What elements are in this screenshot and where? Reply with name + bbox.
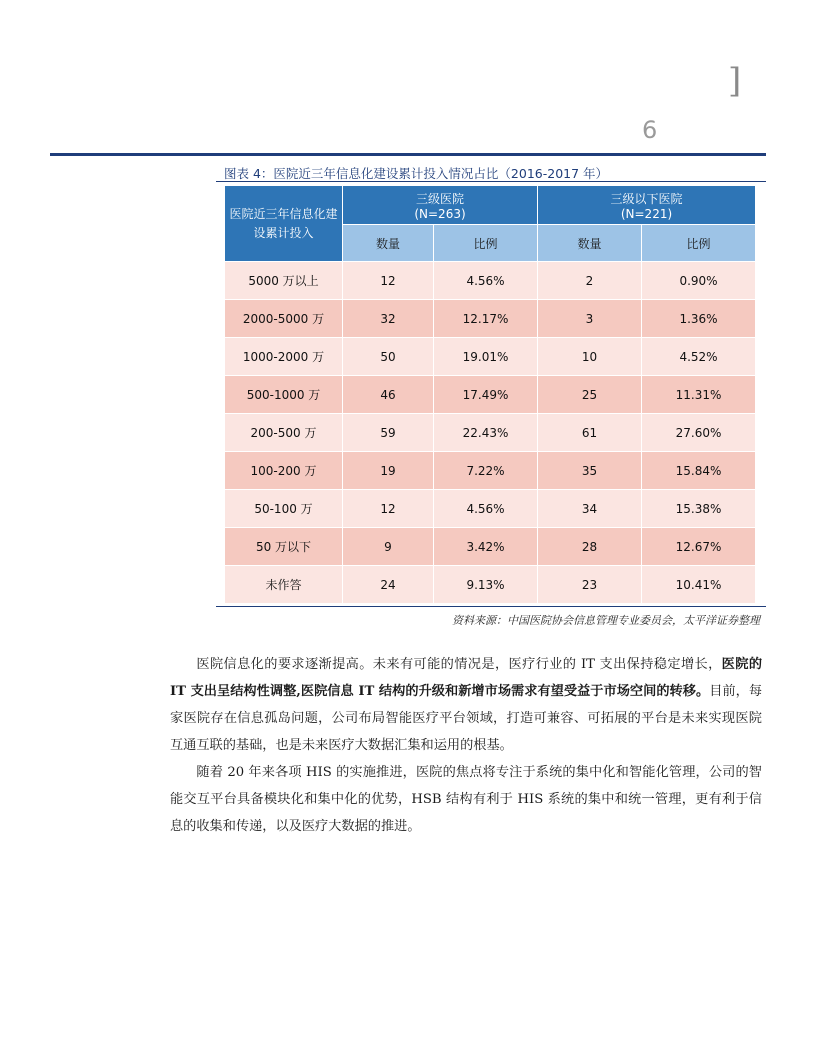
investment-table [224,185,756,604]
tertiary-ratio-cell: 4.56% [434,262,537,299]
range-cell: 未作答 [225,566,342,603]
range-cell: 50-100 万 [225,490,342,527]
tertiary-ratio-cell: 7.22% [434,452,537,489]
secondary-count-cell: 2 [538,262,641,299]
table-row [225,414,755,451]
group-header-tertiary [343,186,537,224]
secondary-ratio-cell: 15.38% [642,490,755,527]
subheader-count: 数量 [538,225,641,261]
secondary-ratio-cell: 15.84% [642,452,755,489]
secondary-count-cell: 25 [538,376,641,413]
secondary-ratio-cell: 4.52% [642,338,755,375]
tertiary-count-cell: 46 [343,376,433,413]
tertiary-count-cell: 12 [343,490,433,527]
secondary-count-cell: 61 [538,414,641,451]
subheader-count: 数量 [343,225,433,261]
row-header-cell: 医院近三年信息化建设累计投入 [225,186,342,261]
body-paragraph-2 [170,759,762,840]
tertiary-count-cell: 32 [343,300,433,337]
page-number: 6 [642,116,658,144]
tertiary-ratio-cell: 3.42% [434,528,537,565]
range-cell: 200-500 万 [225,414,342,451]
secondary-count-cell: 23 [538,566,641,603]
p1-bold-text: 医院的 IT 支出呈结构性调整,医院信息 IT 结构的升级和新增市场需求有望受益于市场空间的转移。 [170,657,763,699]
tertiary-count-cell: 19 [343,452,433,489]
tertiary-ratio-cell: 22.43% [434,414,537,451]
source-note [216,606,766,631]
group1-count: (N=263) [414,206,466,221]
secondary-ratio-cell: 27.60% [642,414,755,451]
group1-name: 三级医院 [415,191,464,206]
range-cell: 5000 万以上 [225,262,342,299]
table-body [225,262,755,603]
secondary-count-cell: 28 [538,528,641,565]
group-header-below-tertiary [538,186,755,224]
tertiary-count-cell: 59 [343,414,433,451]
secondary-ratio-cell: 10.41% [642,566,755,603]
range-cell: 500-1000 万 [225,376,342,413]
table-row [225,262,755,299]
tertiary-ratio-cell: 17.49% [434,376,537,413]
table-row [225,300,755,337]
group2-name: 三级以下医院 [610,191,683,206]
source-text: 资料来源：中国医院协会信息管理专业委员会，太平洋证券整理 [452,614,760,627]
table-row [225,566,755,603]
secondary-ratio-cell: 11.31% [642,376,755,413]
secondary-count-cell: 34 [538,490,641,527]
table-row [225,528,755,565]
subheader-ratio: 比例 [434,225,537,261]
p1-text-b: 目前，每家医院存在信息孤岛问题，公司布局智能医疗平台领域，打造可兼容、可拓展的平台是未来实现医院互通互联的基础，也是未来医疗大数据汇集和运用的根基。 [170,684,763,753]
secondary-ratio-cell: 0.90% [642,262,755,299]
group2-count: (N=221) [620,206,673,221]
table-row [225,338,755,375]
tertiary-ratio-cell: 19.01% [434,338,537,375]
table-row [225,376,755,413]
range-cell: 50 万以下 [225,528,342,565]
range-cell: 2000-5000 万 [225,300,342,337]
tertiary-ratio-cell: 4.56% [434,490,537,527]
table-row [225,452,755,489]
secondary-count-cell: 3 [538,300,641,337]
table-row [225,490,755,527]
secondary-count-cell: 10 [538,338,641,375]
p1-text-a: 医院信息化的要求逐渐提高。未来有可能的情况是，医疗行业的 IT 支出保持稳定增长， [196,657,722,672]
tertiary-count-cell: 24 [343,566,433,603]
range-cell: 1000-2000 万 [225,338,342,375]
p2-text: 随着 20 年来各项 HIS 的实施推进，医院的焦点将专注于系统的集中化和智能化管理，公司的智能交互平台具备模块化和集中化的优势，HSB 结构有利于 HIS 系统的集中和统一管理，更有利于信息的收集和传递，以及医疗大数据的推进。 [170,765,762,834]
tertiary-count-cell: 9 [343,528,433,565]
secondary-count-cell: 35 [538,452,641,489]
caption-rule [216,181,766,182]
header-rule [50,153,766,156]
secondary-ratio-cell: 12.67% [642,528,755,565]
range-cell: 100-200 万 [225,452,342,489]
tertiary-count-cell: 12 [343,262,433,299]
body-paragraph-1 [170,651,762,759]
secondary-ratio-cell: 1.36% [642,300,755,337]
tertiary-count-cell: 50 [343,338,433,375]
header-bracket-mark: ] [728,61,742,101]
tertiary-ratio-cell: 9.13% [434,566,537,603]
table-caption: 图表 4：医院近三年信息化建设累计投入情况占比（2016-2017 年） [224,166,609,181]
tertiary-ratio-cell: 12.17% [434,300,537,337]
subheader-ratio: 比例 [642,225,755,261]
